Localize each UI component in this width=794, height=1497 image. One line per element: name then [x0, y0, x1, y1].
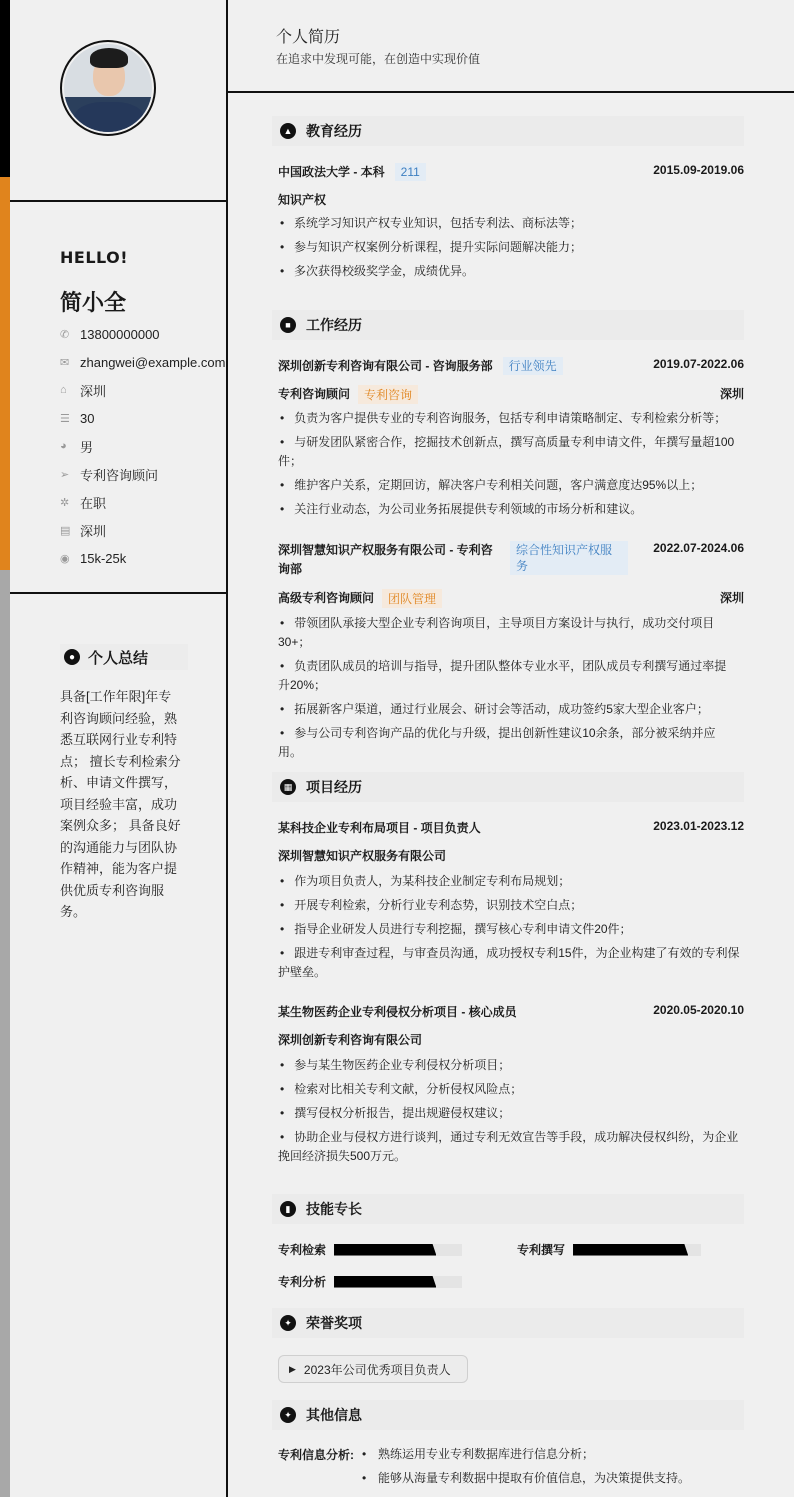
status-icon: ✲	[60, 496, 70, 509]
company-tag: 综合性知识产权服务	[510, 541, 628, 575]
section-skills: ▮ 技能专长	[272, 1194, 744, 1224]
skill-item: 专利撰写	[517, 1241, 701, 1258]
project-date: 2023.01-2023.12	[653, 819, 744, 833]
list-item: • 系统学习知识产权专业知识，包括专利法、商标法等；	[278, 214, 744, 233]
stripe-gray	[0, 570, 10, 1497]
main-content	[228, 0, 794, 1497]
list-item: • 参与某生物医药企业专利侵权分析项目；	[278, 1056, 744, 1075]
list-item: • 跟进专利审查过程，与审查员沟通，成功授权专利15件，为企业构建了有效的专利保护壁垒。	[278, 944, 744, 982]
list-item: • 检索对比相关专利文献，分析侵权风险点；	[278, 1080, 744, 1099]
play-triangle-icon: ▶	[289, 1363, 296, 1374]
page-title: 个人简历	[276, 29, 341, 46]
position-icon: ➢	[60, 468, 70, 481]
skill-bar	[573, 1244, 701, 1256]
list-item: • 参与知识产权案例分析课程，提升实际问题解决能力；	[278, 238, 744, 257]
info-email: ✉ zhangwei@example.com	[60, 354, 226, 370]
stripe-black	[0, 0, 10, 177]
gender-icon: ◕	[60, 440, 67, 452]
briefcase-icon: ■	[280, 317, 296, 333]
info-position: ➢ 专利咨询顾问	[60, 467, 159, 483]
section-awards: ✦ 荣誉奖项	[272, 1308, 744, 1338]
job-row	[278, 357, 744, 375]
contact-info-list	[60, 320, 225, 572]
info-icon: ✦	[280, 1407, 296, 1423]
list-item: • 协助企业与侵权方进行谈判，通过专利无效宣告等手段，成功解决侵权纠纷，为企业挽回经济损失500万元。	[278, 1128, 744, 1166]
education-row	[278, 163, 744, 181]
job-bullets	[278, 409, 744, 524]
candidate-name: 简小全	[60, 290, 127, 315]
education-bullets	[278, 214, 744, 286]
project-name: 某生物医药企业专利侵权分析项目 - 核心成员	[278, 1005, 517, 1019]
role-row	[278, 589, 744, 608]
graduation-cap-icon: ▲	[280, 123, 296, 139]
list-item: • 负责团队成员的培训与指导，提升团队整体专业水平，团队成员专利撰写通过率提升20%；	[278, 657, 734, 695]
major: 知识产权	[278, 193, 327, 207]
avatar	[60, 40, 156, 136]
role-tag: 专利咨询	[358, 385, 418, 404]
school-tag: 211	[395, 163, 426, 181]
job-date: 2022.07-2024.06	[653, 541, 744, 555]
project-name: 某科技企业专利布局项目 - 项目负责人	[278, 821, 481, 835]
job-bullets	[278, 614, 734, 767]
salary-icon: ◉	[60, 552, 70, 565]
info-gender: ◕ 男	[60, 439, 94, 455]
info-home: ⌂ 深圳	[60, 383, 107, 399]
section-education: ▲ 教育经历	[272, 116, 744, 146]
summary-heading: ● 个人总结	[60, 644, 188, 670]
list-item: • 参与公司专利咨询产品的优化与升级，提出创新性建议10余条，部分被采纳并应用。	[278, 724, 734, 762]
skill-bar-fill	[573, 1244, 688, 1256]
award-item[interactable]: ▶ 2023年公司优秀项目负责人	[278, 1355, 468, 1383]
role-row	[278, 385, 744, 404]
section-work: ■ 工作经历	[272, 310, 744, 340]
stripe-orange	[0, 177, 10, 570]
info-phone: ✆ 13800000000	[60, 326, 160, 342]
project-bullets	[278, 872, 744, 987]
sidebar	[10, 0, 228, 1497]
project-bullets	[278, 1056, 744, 1171]
info-age: ☰ 30	[60, 410, 95, 426]
company-name: 深圳智慧知识产权服务有限公司 - 专利咨询部	[278, 543, 493, 576]
list-item: • 能够从海量专利数据中提取有价值信息，为决策提供支持。	[360, 1469, 690, 1488]
info-salary: ◉ 15k-25k	[60, 550, 127, 566]
info-city: ▤ 深圳	[60, 523, 107, 539]
list-item: • 拓展新客户渠道，通过行业展会、研讨会等活动，成功签约5家大型企业客户；	[278, 700, 734, 719]
user-icon: ●	[64, 649, 80, 665]
info-status: ✲ 在职	[60, 495, 107, 511]
skill-bar-fill	[334, 1244, 436, 1256]
project-company: 深圳智慧知识产权服务有限公司	[278, 849, 447, 863]
award-icon: ✦	[280, 1315, 296, 1331]
bar-chart-icon: ▮	[280, 1201, 296, 1217]
phone-icon: ✆	[60, 328, 70, 341]
list-item: • 多次获得校级奖学金，成绩优异。	[278, 262, 744, 281]
role-name: 高级专利咨询顾问	[278, 591, 375, 605]
avatar-photo	[64, 44, 152, 132]
section-projects: ▦ 项目经历	[272, 772, 744, 802]
project-row	[278, 819, 744, 836]
skill-bar	[334, 1276, 462, 1288]
other-bullets	[360, 1445, 690, 1493]
divider	[10, 592, 228, 594]
age-icon: ☰	[60, 412, 70, 425]
divider	[10, 200, 228, 202]
list-item: • 带领团队承接大型企业专利咨询项目，主导项目方案设计与执行，成功交付项目30+；	[278, 614, 734, 652]
skill-item: 专利分析	[278, 1273, 462, 1290]
page-subtitle: 在追求中发现可能，在创造中实现价值	[276, 52, 481, 66]
education-date: 2015.09-2019.06	[653, 163, 744, 177]
job-date: 2019.07-2022.06	[653, 357, 744, 371]
section-other: ✦ 其他信息	[272, 1400, 744, 1430]
other-label: 专利信息分析:	[278, 1448, 354, 1462]
grid-icon: ▦	[280, 779, 296, 795]
list-item: • 与研发团队紧密合作，挖掘技术创新点，撰写高质量专利申请文件，年撰写量超100件；	[278, 433, 744, 471]
mail-icon: ✉	[60, 356, 70, 369]
company-tag: 行业领先	[503, 357, 563, 375]
greeting: HELLO!	[60, 248, 129, 267]
list-item: • 维护客户关系，定期回访，解决客户专利相关问题，客户满意度达95%以上；	[278, 476, 744, 495]
list-item: • 作为项目负责人，为某科技企业制定专利布局规划；	[278, 872, 744, 891]
list-item: • 指导企业研发人员进行专利挖掘，撰写核心专利申请文件20件；	[278, 920, 744, 939]
home-icon: ⌂	[60, 384, 67, 396]
list-item: • 撰写侵权分析报告，提出规避侵权建议；	[278, 1104, 744, 1123]
company-name: 深圳创新专利咨询有限公司 - 咨询服务部	[278, 359, 493, 373]
list-item: • 关注行业动态，为公司业务拓展提供专利领域的市场分析和建议。	[278, 500, 744, 519]
list-item: • 负责为客户提供专业的专利咨询服务，包括专利申请策略制定、专利检索分析等；	[278, 409, 744, 428]
project-row	[278, 1003, 744, 1020]
role-tag: 团队管理	[382, 589, 442, 608]
skill-bar-fill	[334, 1276, 436, 1288]
project-date: 2020.05-2020.10	[653, 1003, 744, 1017]
list-item: • 开展专利检索，分析行业专利态势，识别技术空白点；	[278, 896, 744, 915]
job-row	[278, 541, 744, 579]
skill-bar	[334, 1244, 462, 1256]
role-name: 专利咨询顾问	[278, 387, 351, 401]
skill-item: 专利检索	[278, 1241, 462, 1258]
school-name: 中国政法大学 - 本科	[278, 165, 385, 179]
divider	[228, 91, 794, 93]
city-icon: ▤	[60, 524, 71, 537]
color-stripe	[0, 0, 10, 1497]
project-company: 深圳创新专利咨询有限公司	[278, 1033, 423, 1047]
job-city: 深圳	[719, 387, 744, 401]
summary-text: 具备[工作年限]年专利咨询顾问经验，熟悉互联网行业专利特点； 擅长专利检索分析、申请文件撰写，项目经验丰富，成功案例众多； 具备良好的沟通能力与团队协作精神，能为客户提供优质专利咨询服务。	[60, 689, 181, 919]
list-item: • 熟练运用专业专利数据库进行信息分析；	[360, 1445, 690, 1464]
job-city: 深圳	[719, 591, 744, 605]
